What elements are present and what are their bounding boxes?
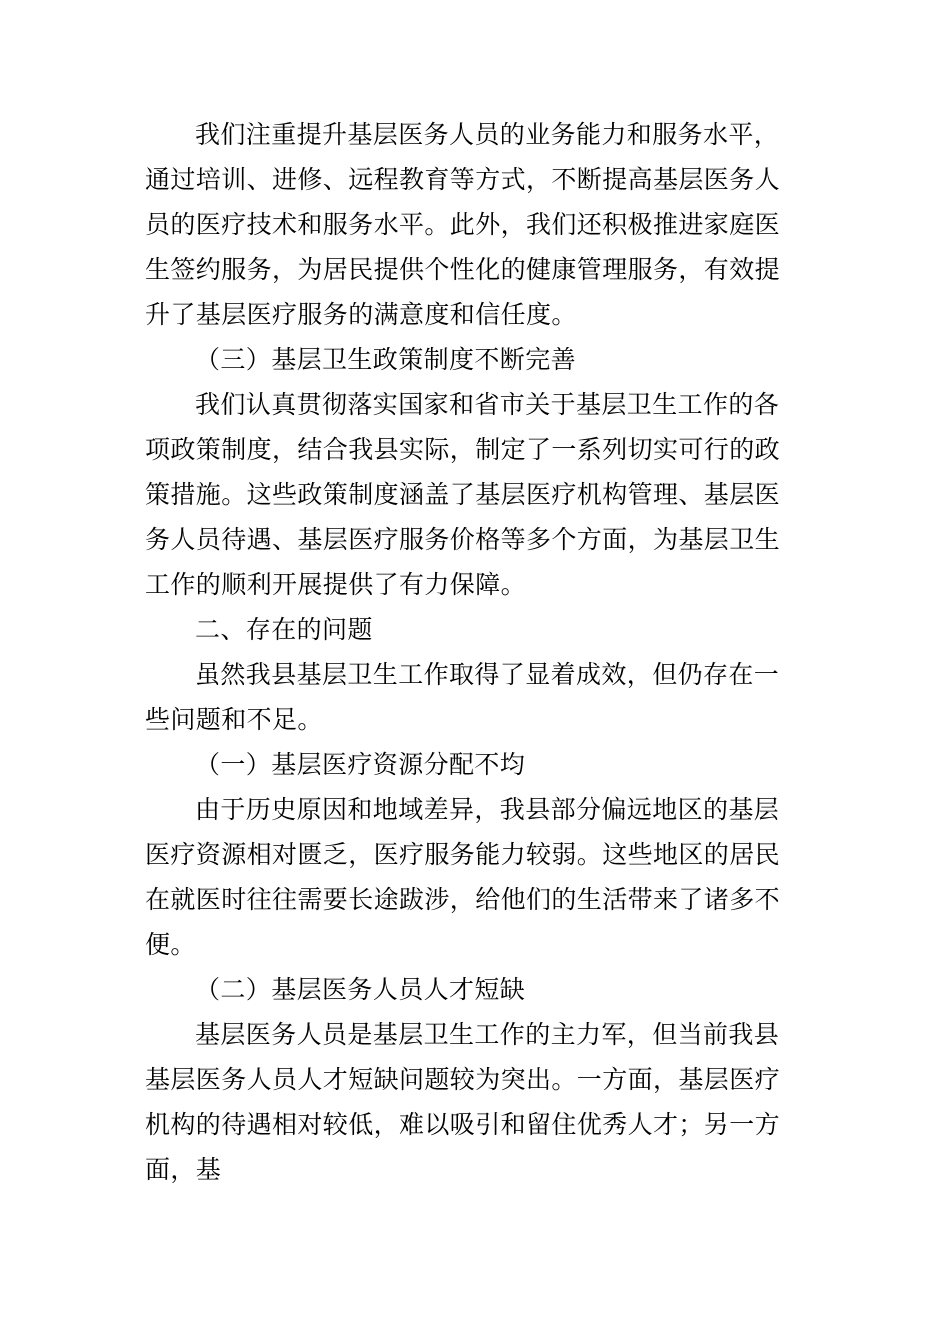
paragraph-line: 通过培训、进修、远程教育等方式，不断提高基层医务人 — [145, 165, 781, 194]
paragraph-line: 便。 — [145, 930, 196, 959]
paragraph-line: 员的医疗技术和服务水平。此外，我们还积极推进家庭医 — [145, 210, 781, 239]
paragraph-line: 我们认真贯彻落实国家和省市关于基层卫生工作的各 — [195, 390, 780, 419]
section-heading: （三）基层卫生政策制度不断完善 — [195, 345, 577, 374]
section-heading: 二、存在的问题 — [195, 615, 373, 644]
section-heading: （一）基层医疗资源分配不均 — [195, 750, 526, 779]
paragraph-line: 虽然我县基层卫生工作取得了显着成效，但仍存在一 — [195, 660, 780, 689]
paragraph-line: 基层医务人员人才短缺问题较为突出。一方面，基层医疗 — [145, 1065, 781, 1094]
paragraph-line: 些问题和不足。 — [145, 705, 323, 734]
paragraph-line: 在就医时往往需要长途跋涉，给他们的生活带来了诸多不 — [145, 885, 781, 914]
paragraph-line: 医疗资源相对匮乏，医疗服务能力较弱。这些地区的居民 — [145, 840, 781, 869]
paragraph-line: 项政策制度，结合我县实际，制定了一系列切实可行的政 — [145, 435, 781, 464]
paragraph-line: 由于历史原因和地域差异，我县部分偏远地区的基层 — [195, 795, 780, 824]
paragraph-line: 我们注重提升基层医务人员的业务能力和服务水平， — [195, 120, 780, 149]
paragraph-line: 策措施。这些政策制度涵盖了基层医疗机构管理、基层医 — [145, 480, 781, 509]
paragraph-line: 务人员待遇、基层医疗服务价格等多个方面，为基层卫生 — [145, 525, 781, 554]
paragraph-line: 机构的待遇相对较低，难以吸引和留住优秀人才；另一方 — [145, 1110, 781, 1139]
paragraph-line: 面，基 — [145, 1155, 222, 1184]
paragraph-line: 基层医务人员是基层卫生工作的主力军，但当前我县 — [195, 1020, 780, 1049]
paragraph-line: 生签约服务，为居民提供个性化的健康管理服务，有效提 — [145, 255, 781, 284]
section-heading: （二）基层医务人员人才短缺 — [195, 975, 526, 1004]
paragraph-line: 工作的顺利开展提供了有力保障。 — [145, 570, 527, 599]
paragraph-line: 升了基层医疗服务的满意度和信任度。 — [145, 300, 577, 329]
